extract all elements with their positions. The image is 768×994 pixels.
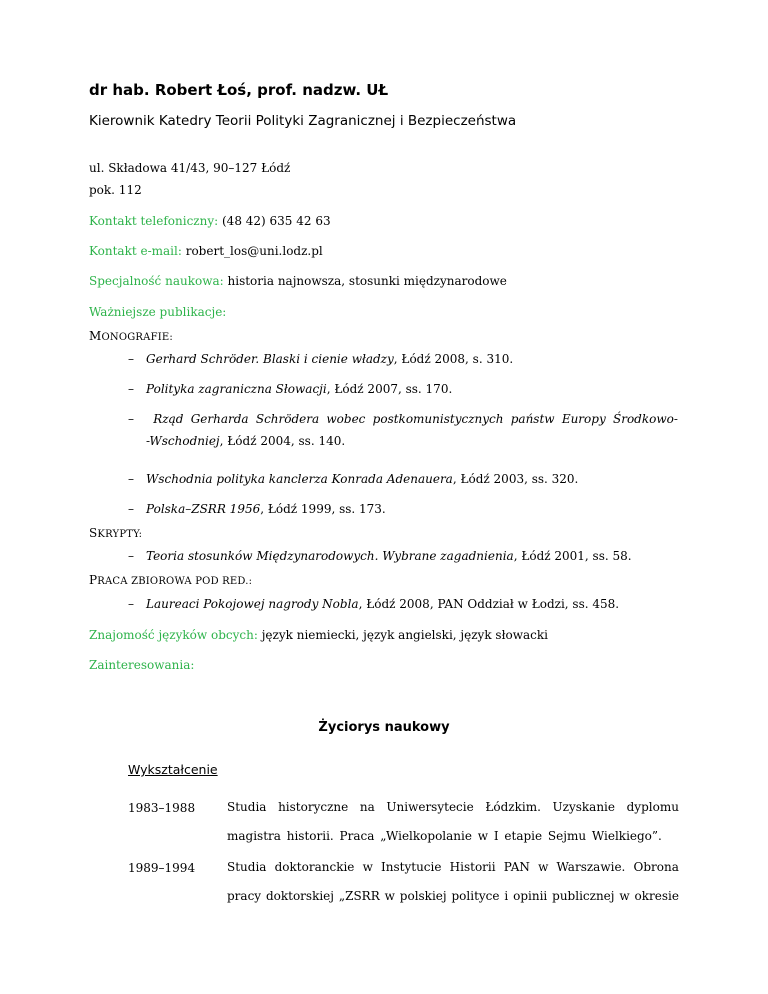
education-heading: Wykształcenie	[128, 762, 218, 777]
scripts-heading: SKRYPTY:	[89, 526, 143, 540]
monograph-item: – Wschodnia polityka kanclerza Konrada Adenauera, Łódź 2003, ss. 320.	[128, 472, 579, 486]
languages-line	[89, 628, 548, 642]
email-line	[89, 244, 323, 258]
publications-label: Ważniejsze publikacje:	[89, 305, 227, 319]
languages-label: Znajomość języków obcych:	[89, 628, 258, 642]
address-street: ul. Składowa 41/43, 90–127 Łódź	[89, 161, 291, 175]
phone-line	[89, 214, 331, 228]
monograph-item-wrapped: – Rząd Gerharda Schrödera wobec postkomunistycznych państw Europy Środkowo- -Wschodniej, Łódź 2004, ss. 140.	[128, 412, 678, 448]
monograph-item: – Gerhard Schröder. Blaski i cienie władzy, Łódź 2008, s. 310.	[128, 352, 514, 366]
address-room: pok. 112	[89, 183, 142, 197]
phone-value: (48 42) 635 42 63	[222, 214, 331, 228]
edited-volume-item: – Laureaci Pokojowej nagrody Nobla, Łódź 2008, PAN Oddział w Łodzi, ss. 458.	[128, 597, 620, 611]
interests-label: Zainteresowania:	[89, 658, 195, 672]
cv-title: Życiorys naukowy	[318, 720, 450, 735]
specialty-value: historia najnowsza, stosunki międzynarodowe	[227, 274, 507, 288]
email-label: Kontakt e-mail:	[89, 244, 182, 258]
phone-label: Kontakt telefoniczny:	[89, 214, 219, 228]
monograph-item: – Polityka zagraniczna Słowacji, Łódź 2007, ss. 170.	[128, 382, 453, 396]
monograph-item: – Polska–ZSRR 1956, Łódź 1999, ss. 173.	[128, 502, 386, 516]
monographs-heading: MONOGRAFIE:	[89, 329, 173, 343]
languages-value: język niemiecki, język angielski, język słowacki	[261, 628, 548, 642]
email-value: robert_los@uni.lodz.pl	[185, 244, 323, 258]
script-item: – Teoria stosunków Międzynarodowych. Wybrane zagadnienia, Łódź 2001, ss. 58.	[128, 549, 632, 563]
education-years: 1989–1994	[128, 861, 196, 875]
person-name: dr hab. Robert Łoś, prof. nadzw. UŁ	[89, 81, 389, 99]
edited-volume-heading: PRACA ZBIOROWA POD RED.:	[89, 573, 253, 587]
specialty-label: Specjalność naukowa:	[89, 274, 224, 288]
specialty-line	[89, 274, 507, 288]
person-position: Kierownik Katedry Teorii Polityki Zagranicznej i Bezpieczeństwa	[89, 113, 517, 129]
education-description: Studia doktoranckie w Instytucie Historii PAN w Warszawie. Obrona pracy doktorskiej „ZSRR w polskiej polityce i opinii publicznej w okresie	[227, 860, 679, 903]
education-years: 1983–1988	[128, 801, 196, 815]
education-description: Studia historyczne na Uniwersytecie Łódzkim. Uzyskanie dyplomu magistra historii. Praca „Wielkopolanie w I etapie Sejmu Wielkiego”.	[227, 800, 679, 843]
